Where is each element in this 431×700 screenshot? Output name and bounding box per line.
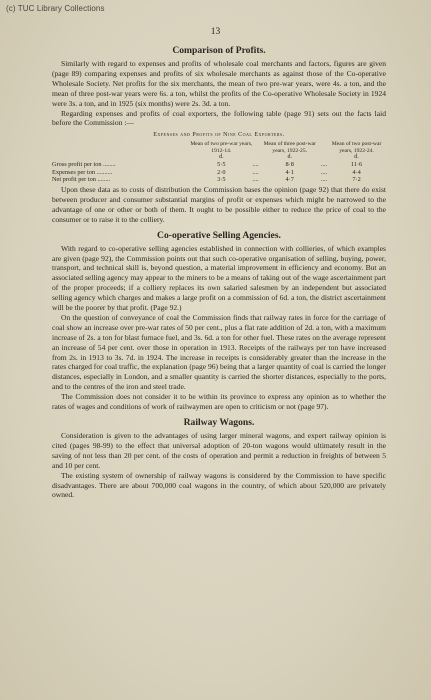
table-cell: 4·4 [352,168,361,176]
table-cell: 4·1 [285,168,294,176]
paragraph: Upon these data as to costs of distribution the Commission bases the opinion (page 92) that there do exist between producer and consumer substantial margins of profit or expenses which might be narrowed to the advantage of one or other or both of them. It ought to be possible either to reduce the price of coal to the consumer or to raise it to the colliery. [52,184,386,224]
table-cell: 3·5 [217,175,226,183]
paragraph: The Commission does not consider it to be within its province to express any opinion as to whether the rates of wages and conditions of work of railwaymen are open to criticism or not (page 97). [52,392,386,412]
table-title: Expenses and Profits of Nine Coal Exporters. [153,132,285,139]
table-row: Expenses per ton .......... 2·0 .... 4·1 .... 4·4 [52,169,386,176]
watermark: (c) TUC Library Collections [6,4,105,13]
section-heading-selling: Co-operative Selling Agencies. [157,229,281,241]
table-cell: 2·0 [217,168,226,176]
table-cell: 7·2 [352,175,361,183]
paragraph: Consideration is given to the advantages of using larger mineral wagons, and expert railway opinion is cited (pages 98-99) to the effect that universal adoption of 20-ton wagons would ultimately result in the saving of not less than 20 per cent. of the costs of operation and permit a reduction in freights of between 5 and 10 per cent. [52,431,386,470]
table-cell: 5·5 [217,161,226,169]
paragraph: The existing system of ownership of railway wagons is considered by the Commission to have specific disadvantages. There are about 700,000 coal wagons in the country, of which about 520,000 are privately owned. [52,470,386,500]
section-heading-profits: Comparison of Profits. [172,45,266,56]
table-row: Net profit per ton ........ 3·5 .... 4·7 .... 7·2 [52,176,386,183]
row-label: Net profit per ton [52,175,96,183]
section-heading-wagons: Railway Wagons. [183,417,255,428]
table-row: Gross profit per ton ........ 5·5 .... 8·8 .... 11·6 [52,161,386,168]
paragraph: With regard to co-operative selling agencies established in connection with collieries, of which examples are given (page 92), the Commission points out that such co-operative organisation of selling, buying, power, transport, and technical skill is, beyond question, a material improvement in efficiency and economy. But an associated selling agency may appear to the miners to be a means of taking out of the wage ascertainment part of the proper proceeds; if a colliery replaces its own salaried salesmen by an independent but associated selling agency which charges and makes a large profit on a commission of 6d. a ton, the district ascertainment will be the poorer by that profit. (Page 92.) [52,243,386,313]
page-number: 13 [210,27,221,37]
paragraph: Similarly with regard to expenses and profits of wholesale coal merchants and factors, figures are given (page 89) comparing expenses and profits of six wholesale merchants as against those of the Co-operative Wholesale Society. Net profits for the six merchants, the mean of two pre-war years, were 4s. a ton, and the mean of three post-war years were 6s. a ton, whilst the profits of the Co-operative Wholesale Society in 1924 were 3s. a ton, and in 1925 (six months) were 2s. 3d. a ton. [52,59,386,108]
table-cell: 11·6 [350,161,363,169]
unit-label: d. [219,154,224,161]
unit-label: d. [287,154,292,161]
exporters-table [52,141,386,183]
row-label: Expenses per ton [52,168,96,176]
paragraph: On the question of conveyance of coal the Commission finds that railway rates in force for the carriage of coal show an increase over pre-war rates of 50 per cent., plus a flat rate addition of 2d. a ton, with a maximum increase of 2s. a ton for blast furnace fuel, and 3s. 6d. a ton for other fuel. These rates on the average represent an increase of 54 per cent. over those in operation in 1913. Receipts of the railways per ton have increased from 2s. in 1913 to 3s. 7d. in 1924. The increase in receipts is considerably greater than the increase in the rates charged for coal traffic, the explanation (page 96) being that a larger quantity of coal is carried the longer distances, especially in London, and a smaller quantity is carried the shorter distances, especially to the ports, and to the centres of the iron and steel trade. [52,312,386,392]
page-content [52,45,386,500]
column-header: Mean of three post-war years, 1922-25. [263,141,316,154]
table-cell: 4·7 [285,175,294,183]
column-header: Mean of two pre-war years, 1912-14. [190,141,253,154]
table-cell: 8·8 [285,161,294,169]
row-label: Gross profit per ton [52,161,102,169]
column-header: Mean of two post-war years, 1922-24. [331,141,382,154]
unit-label: d. [354,154,359,161]
paragraph: Regarding expenses and profits of coal exporters, the following table (page 91) sets out the facts laid before the Commission :— [52,108,386,128]
